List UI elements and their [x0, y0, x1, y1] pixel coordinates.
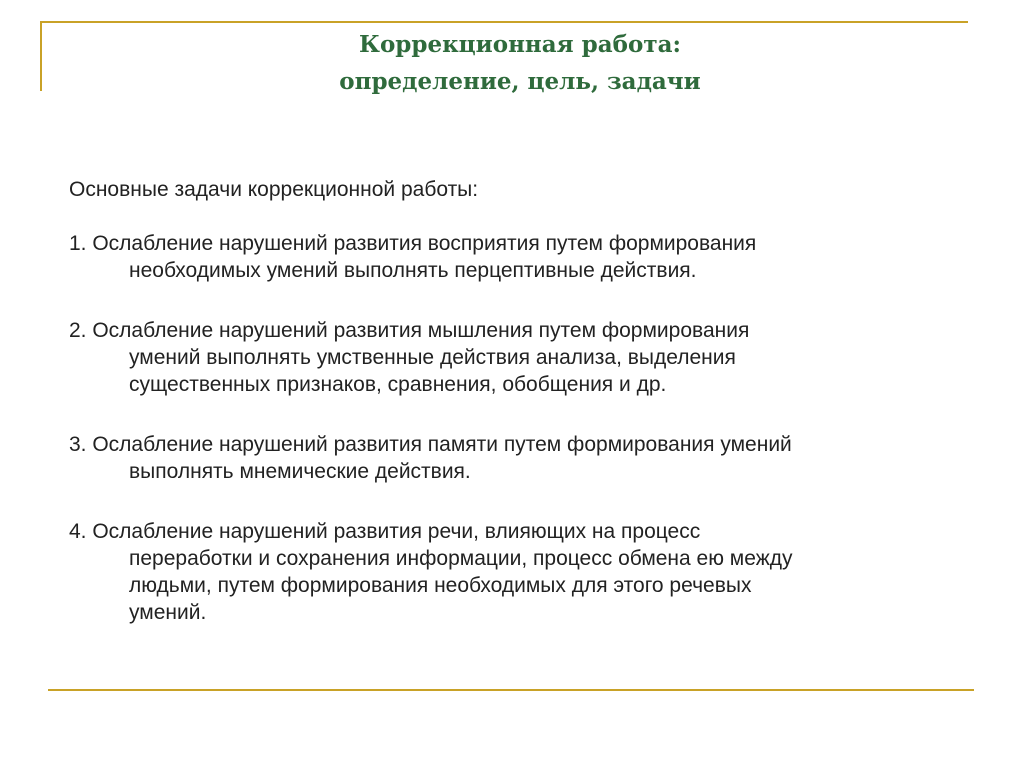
- task-item-4: [69, 518, 969, 626]
- frame-bottom-line: [48, 689, 974, 691]
- slide-title: [240, 26, 800, 100]
- task-line: переработки и сохранения информации, процесс обмена ею между: [129, 547, 793, 570]
- task-item-2: [69, 317, 969, 398]
- intro-text: Основные задачи коррекционной работы:: [69, 178, 479, 201]
- slide-body: [69, 176, 969, 659]
- task-line: умений.: [129, 601, 207, 624]
- task-line: 3. Ослабление нарушений развития памяти путем формирования умений: [69, 433, 792, 456]
- task-line: существенных признаков, сравнения, обобщения и др.: [129, 373, 667, 396]
- slide-title-line-2: определение, цель, задачи: [339, 68, 701, 95]
- slide-title-line-1: Коррекционная работа:: [359, 31, 681, 58]
- task-line: 4. Ослабление нарушений развития речи, влияющих на процесс: [69, 520, 701, 543]
- frame-left-line: [40, 21, 42, 91]
- task-item-1: [69, 230, 969, 284]
- task-line: необходимых умений выполнять перцептивные действия.: [129, 259, 697, 282]
- task-line: 1. Ослабление нарушений развития восприятия путем формирования: [69, 232, 757, 255]
- task-item-3: [69, 431, 969, 485]
- task-line: выполнять мнемические действия.: [129, 460, 471, 483]
- frame-top-line: [40, 21, 968, 23]
- task-line: людьми, путем формирования необходимых для этого речевых: [129, 574, 752, 597]
- task-line: умений выполнять умственные действия анализа, выделения: [129, 346, 736, 369]
- task-line: 2. Ослабление нарушений развития мышления путем формирования: [69, 319, 750, 342]
